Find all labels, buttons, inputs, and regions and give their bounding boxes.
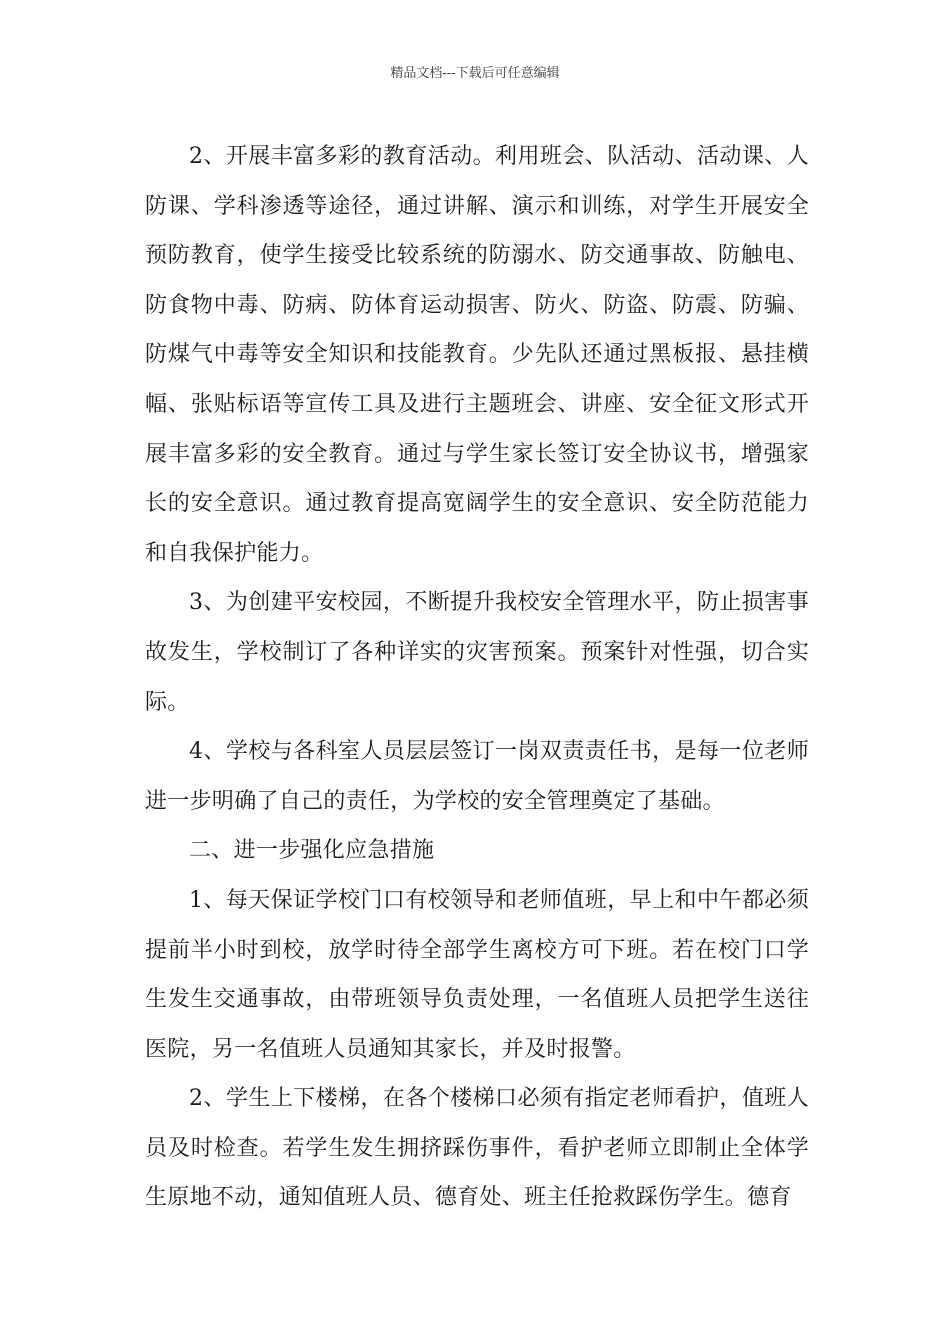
paragraph-responsibility-letter: 4、学校与各科室人员层层签订一岗双责责任书，是每一位老师进一步明确了自己的责任，为学校的安全管理奠定了基础。 <box>145 739 809 814</box>
paragraph-stairway-safety: 2、学生上下楼梯，在各个楼梯口必须有指定老师看护，值班人员及时检查。若学生发生拥挤踩伤事件，看护老师立即制止全体学生原地不动，通知值班人员、德育处、班主任抢救踩伤学生。德育 <box>145 1086 809 1211</box>
section-heading-emergency-measures: 二、进一步强化应急措施 <box>189 838 435 864</box>
document-body <box>145 132 809 1223</box>
paragraph-gate-duty: 1、每天保证学校门口有校领导和老师值班，早上和中午都必须提前半小时到校，放学时待全部学生离校方可下班。若在校门口学生发生交通事故，由带班领导负责处理，一名值班人员把学生送往医院，另一名值班人员通知其家长，并及时报警。 <box>145 887 809 1062</box>
paragraph-emergency-plans: 3、为创建平安校园，不断提升我校安全管理水平，防止损害事故发生，学校制订了各种详实的灾害预案。预案针对性强，切合实际。 <box>145 590 809 715</box>
page-header: 精品文档---下载后可任意编辑 <box>390 66 560 81</box>
paragraph-education-activities: 2、开展丰富多彩的教育活动。利用班会、队活动、活动课、人防课、学科渗透等途径，通过讲解、演示和训练，对学生开展安全预防教育，使学生接受比较系统的防溺水、防交通事故、防触电、防食物中毒、防病、防体育运动损害、防火、防盗、防震、防骗、防煤气中毒等安全知识和技能教育。少先队还通过黑板报、悬挂横幅、张贴标语等宣传工具及进行主题班会、讲座、安全征文形式开展丰富多彩的安全教育。通过与学生家长签订安全协议书，增强家长的安全意识。通过教育提高宽阔学生的安全意识、安全防范能力和自我保护能力。 <box>145 144 809 566</box>
